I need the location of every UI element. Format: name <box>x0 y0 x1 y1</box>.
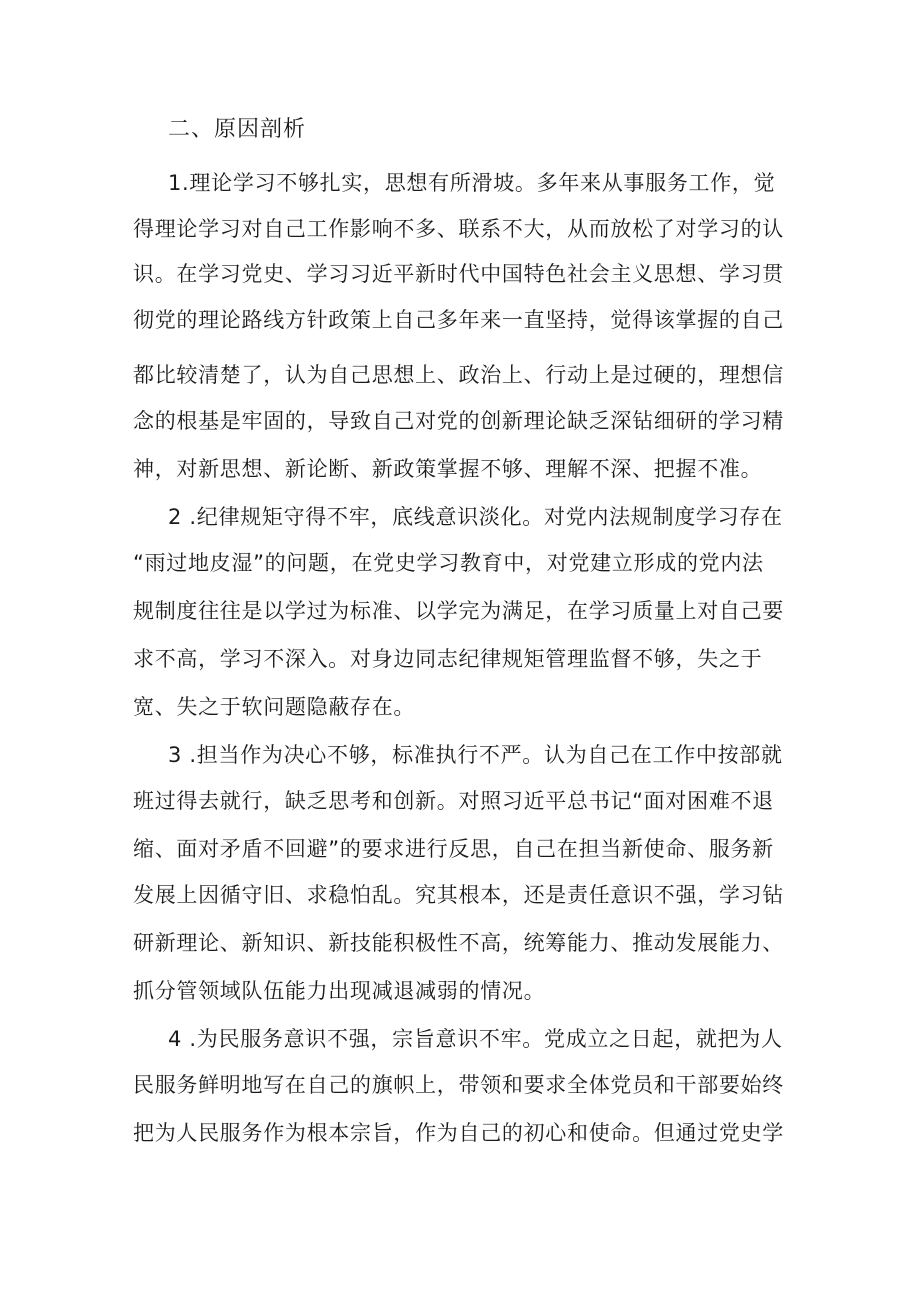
paragraph-2-line-1: 2 .纪律规矩守得不牢，底线意识淡化。对党内法规制度学习存在 <box>168 505 783 529</box>
paragraph-3-line-2: 班过得去就行，缺乏思考和创新。对照习近平总书记“面对困难不退 <box>133 789 774 813</box>
paragraph-1-line-6: 念的根基是牢固的，导致自己对党的创新理论缺乏深钻细研的学习精 <box>133 409 784 433</box>
paragraph-1-line-1: 1.理论学习不够扎实，思想有所滑坡。多年来从事服务工作，觉 <box>168 171 776 195</box>
paragraph-4-line-1: 4 .为民服务意识不强，宗旨意识不牢。党成立之日起，就把为人 <box>168 1027 783 1051</box>
paragraph-2-line-3: 规制度往往是以学过为标准、以学完为满足，在学习质量上对自己要 <box>133 599 784 623</box>
paragraph-1-line-3: 识。在学习党史、学习习近平新时代中国特色社会主义思想、学习贯 <box>133 262 784 286</box>
paragraph-1-line-4: 彻党的理论路线方针政策上自己多年来一直坚持，觉得该掌握的自己 <box>133 308 784 332</box>
paragraph-2-line-5: 宽、失之于软问题隐蔽存在。 <box>133 695 416 719</box>
paragraph-2-line-2: “雨过地皮湿”的问题，在党史学习教育中，对党建立形成的党内法 <box>133 551 764 575</box>
paragraph-3-line-4: 发展上因循守旧、求稳怕乱。究其根本，还是责任意识不强，学习钻 <box>133 883 784 907</box>
paragraph-4-line-3: 把为人民服务作为根本宗旨，作为自己的初心和使命。但通过党史学 <box>133 1121 784 1145</box>
paragraph-1-line-5: 都比较清楚了，认为自己思想上、政治上、行动上是过硬的，理想信 <box>133 363 784 387</box>
paragraph-3-line-5: 研新理论、新知识、新技能积极性不高，统筹能力、推动发展能力、 <box>133 931 784 955</box>
section-heading: 二、原因剖析 <box>168 117 307 142</box>
paragraph-1-line-7: 神，对新思想、新论断、新政策掌握不够、理解不深、把握不准。 <box>133 457 763 481</box>
paragraph-3-line-3: 缩、面对矛盾不回避”的要求进行反思，自己在担当新使命、服务新 <box>133 837 774 861</box>
paragraph-3-line-1: 3 .担当作为决心不够，标准执行不严。认为自己在工作中按部就 <box>168 743 783 767</box>
paragraph-1-line-2: 得理论学习对自己工作影响不多、联系不大，从而放松了对学习的认 <box>133 217 784 241</box>
paragraph-3-line-6: 抓分管领域队伍能力出现减退减弱的情况。 <box>133 979 546 1003</box>
paragraph-4-line-2: 民服务鲜明地写在自己的旗帜上，带领和要求全体党员和干部要始终 <box>133 1073 784 1097</box>
paragraph-2-line-4: 求不高，学习不深入。对身边同志纪律规矩管理监督不够，失之于 <box>133 647 763 671</box>
